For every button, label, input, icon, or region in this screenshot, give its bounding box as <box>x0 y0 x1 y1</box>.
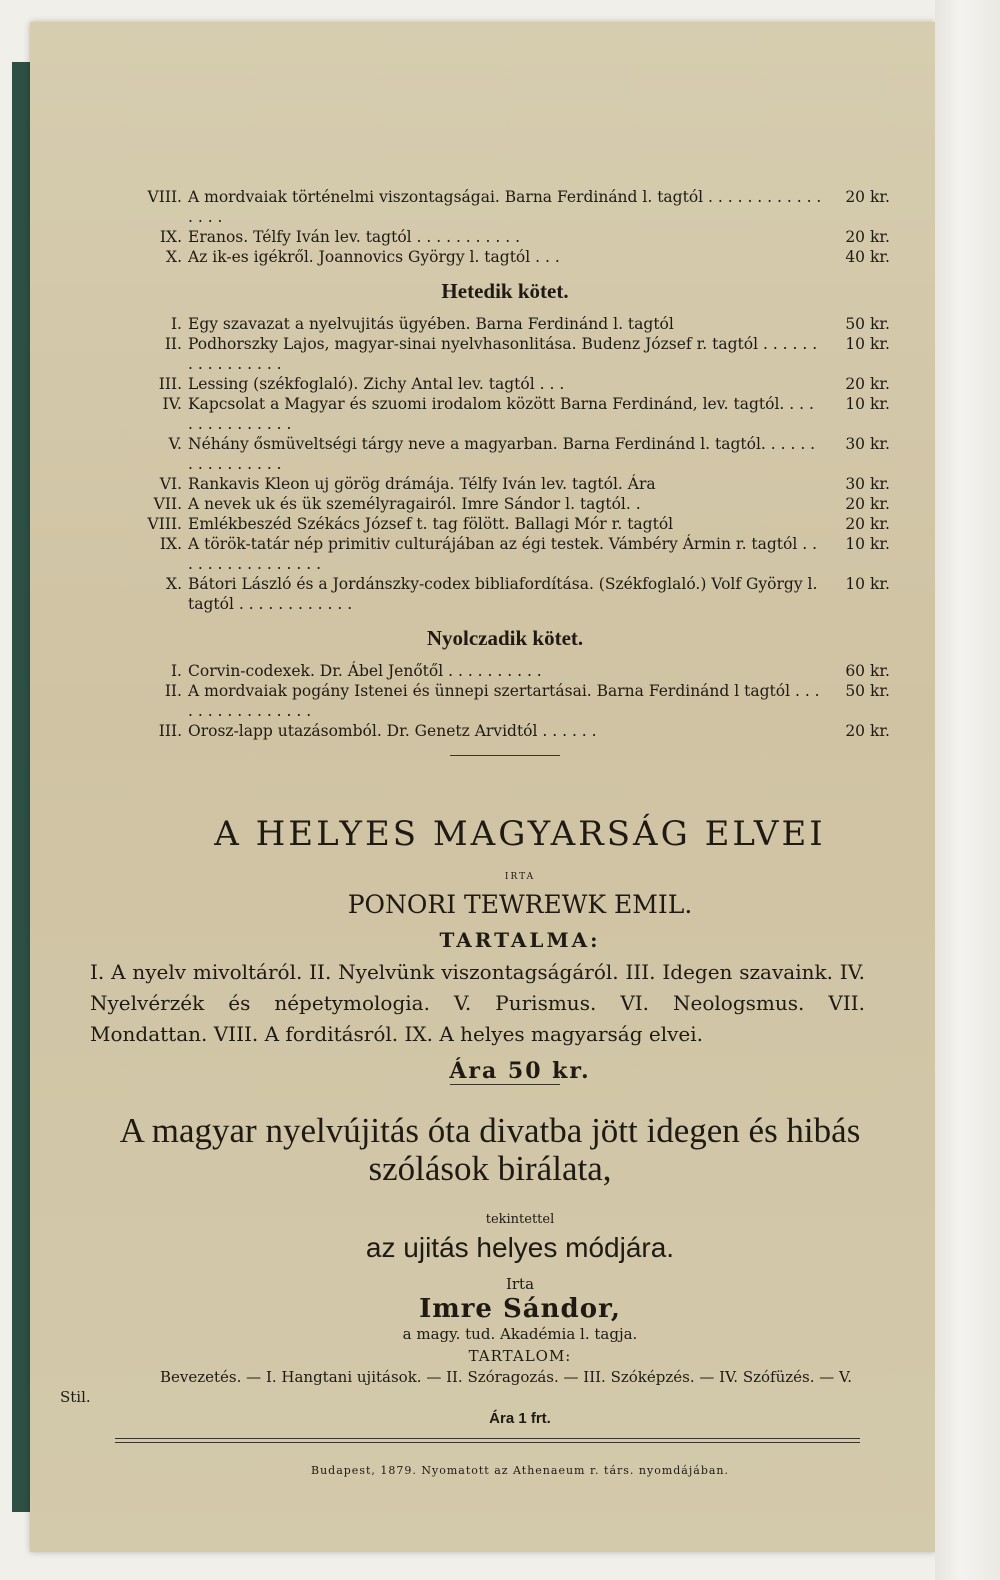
entry-number: VIII. <box>147 515 182 533</box>
entry-number: II. <box>164 335 182 353</box>
entry-price: 40 kr. <box>845 248 890 266</box>
entry-text: Corvin-codexek. Dr. Ábel Jenőtől . . . . . . . . . . <box>188 662 542 680</box>
book1-contents: I. A nyelv mivoltáról. II. Nyelvünk viszontagságáról. III. Idegen szavaink. IV. Nyelvérzék és népetymologia. V. Purismus. VI. Neologsmus. VII. Mondattan. VIII. A forditásról. IX. A helyes magyarság elvei. <box>90 960 865 1046</box>
table-of-contents <box>120 187 890 774</box>
book2-subtitle: az ujitás helyes módjára. <box>365 1232 675 1263</box>
book2-contents: Bevezetés. — I. Hangtani ujitások. — II. Szóragozás. — III. Szóképzés. — IV. Szófüzés. — V. Stil. <box>60 1368 852 1406</box>
book1-title: A HELYES MAGYARSÁG ELVEI <box>214 814 826 854</box>
page-edge <box>935 0 1000 1580</box>
entry-number: III. <box>158 375 182 393</box>
list-item <box>120 514 890 534</box>
entry-price: 20 kr. <box>845 722 890 740</box>
imprint: Budapest, 1879. Nyomatott az Athenaeum r. társ. nyomdájában. <box>311 1464 729 1477</box>
list-item <box>120 187 890 227</box>
entry-number: X. <box>166 575 182 593</box>
entry-price: 30 kr. <box>845 475 890 493</box>
entry-price: 30 kr. <box>845 435 890 453</box>
book2-price: Ára 1 frt. <box>489 1410 551 1427</box>
entry-price: 20 kr. <box>845 228 890 246</box>
list-item <box>120 534 890 574</box>
list-item <box>120 314 890 334</box>
list-item <box>120 474 890 494</box>
entry-text: Bátori László és a Jordánszky-codex bibliafordítása. (Székfoglaló.) Volf György l. tagtól . . . . . . . . . . . . <box>188 575 823 613</box>
entry-text: Lessing (székfoglaló). Zichy Antal lev. tagtól . . . <box>188 375 565 393</box>
book2-tekintettel: tekintettel <box>485 1212 555 1227</box>
book-page <box>30 22 935 1552</box>
entry-number: VII. <box>153 495 182 513</box>
volume-heading: Nyolczadik kötet. <box>426 626 584 650</box>
list-item <box>120 434 890 474</box>
entry-number: V. <box>168 435 182 453</box>
book2-contents-heading: TARTALOM: <box>468 1347 572 1365</box>
book2-affiliation: a magy. tud. Akadémia l. tagja. <box>402 1325 638 1343</box>
entry-number: VI. <box>159 475 182 493</box>
entry-text: Néhány ősmüveltségi tárgy neve a magyarban. Barna Ferdinánd l. tagtól. . . . . . . . . . . . . . . . <box>188 435 821 473</box>
entry-price: 10 kr. <box>845 395 890 413</box>
entry-number: I. <box>170 662 182 680</box>
entry-number: VIII. <box>147 188 182 206</box>
volume-section <box>120 187 890 267</box>
entry-price: 20 kr. <box>845 515 890 533</box>
divider <box>115 1438 860 1439</box>
entry-text: A mordvaiak történelmi viszontagságai. Barna Ferdinánd l. tagtól . . . . . . . . . . . . . . . . <box>188 188 827 226</box>
entry-price: 10 kr. <box>845 535 890 553</box>
entry-text: Podhorszky Lajos, magyar-sinai nyelvhasonlitása. Budenz József r. tagtól . . . . . . . . . . . . . . . . <box>188 335 823 373</box>
entry-number: IX. <box>159 535 182 553</box>
volume-heading: Hetedik kötet. <box>441 279 569 303</box>
volume-section <box>120 661 890 741</box>
entry-price: 20 kr. <box>845 375 890 393</box>
entry-text: Az ik-es igékről. Joannovics György l. tagtól . . . <box>188 248 560 266</box>
entry-text: Emlékbeszéd Székács József t. tag fölött. Ballagi Mór r. tagtól <box>188 515 674 533</box>
entry-price: 50 kr. <box>845 682 890 700</box>
entry-number: II. <box>164 682 182 700</box>
entry-number: III. <box>158 722 182 740</box>
list-item <box>120 394 890 434</box>
list-item <box>120 247 890 267</box>
entry-price: 10 kr. <box>845 575 890 593</box>
entry-number: X. <box>166 248 182 266</box>
entry-price: 20 kr. <box>845 188 890 206</box>
entry-number: IX. <box>159 228 182 246</box>
entry-text: A mordvaiak pogány Istenei és ünnepi szertartásai. Barna Ferdinánd l tagtól . . . . . . . . . . . . . . . . <box>188 682 825 720</box>
divider <box>115 1442 860 1443</box>
book2-title: A magyar nyelvújitás óta divatba jött idegen és hibás szólások birálata, <box>119 1111 861 1188</box>
list-item <box>120 574 890 614</box>
entry-number: IV. <box>162 395 182 413</box>
book1-irta: IRTA <box>504 872 536 882</box>
entry-number: I. <box>170 315 182 333</box>
list-item <box>120 681 890 721</box>
entry-price: 50 kr. <box>845 315 890 333</box>
entry-text: A nevek uk és ük személyragairól. Imre Sándor l. tagtól. . <box>188 495 641 513</box>
entry-text: Rankavis Kleon uj görög drámája. Télfy Iván lev. tagtól. Ára <box>188 475 656 493</box>
entry-price: 20 kr. <box>845 495 890 513</box>
list-item <box>120 334 890 374</box>
volume-section <box>120 314 890 614</box>
book1-contents-heading: TARTALMA: <box>439 928 601 952</box>
list-item <box>120 661 890 681</box>
book2-author: Imre Sándor, <box>419 1294 621 1324</box>
entry-price: 10 kr. <box>845 335 890 353</box>
divider <box>450 1084 560 1085</box>
list-item <box>120 494 890 514</box>
divider <box>450 755 560 756</box>
entry-text: Kapcsolat a Magyar és szuomi irodalom között Barna Ferdinánd, lev. tagtól. . . . . . . . . . . . . . . <box>188 395 819 433</box>
book2-irta: Irta <box>505 1275 535 1293</box>
list-item <box>120 721 890 741</box>
book1-author: PONORI TEWREWK EMIL. <box>347 890 693 919</box>
entry-price: 60 kr. <box>845 662 890 680</box>
entry-text: Orosz-lapp utazásomból. Dr. Genetz Arvidtól . . . . . . <box>188 722 597 740</box>
entry-text: A török-tatár nép primitiv culturájában az égi testek. Vámbéry Ármin r. tagtól . . . . . . . . . . . . . . . . <box>188 535 822 573</box>
list-item <box>120 374 890 394</box>
entry-text: Egy szavazat a nyelvujitás ügyében. Barna Ferdinánd l. tagtól <box>188 315 674 333</box>
book1-price: Ára 50 kr. <box>449 1058 591 1084</box>
list-item <box>120 227 890 247</box>
entry-text: Eranos. Télfy Iván lev. tagtól . . . . . . . . . . . <box>188 228 521 246</box>
